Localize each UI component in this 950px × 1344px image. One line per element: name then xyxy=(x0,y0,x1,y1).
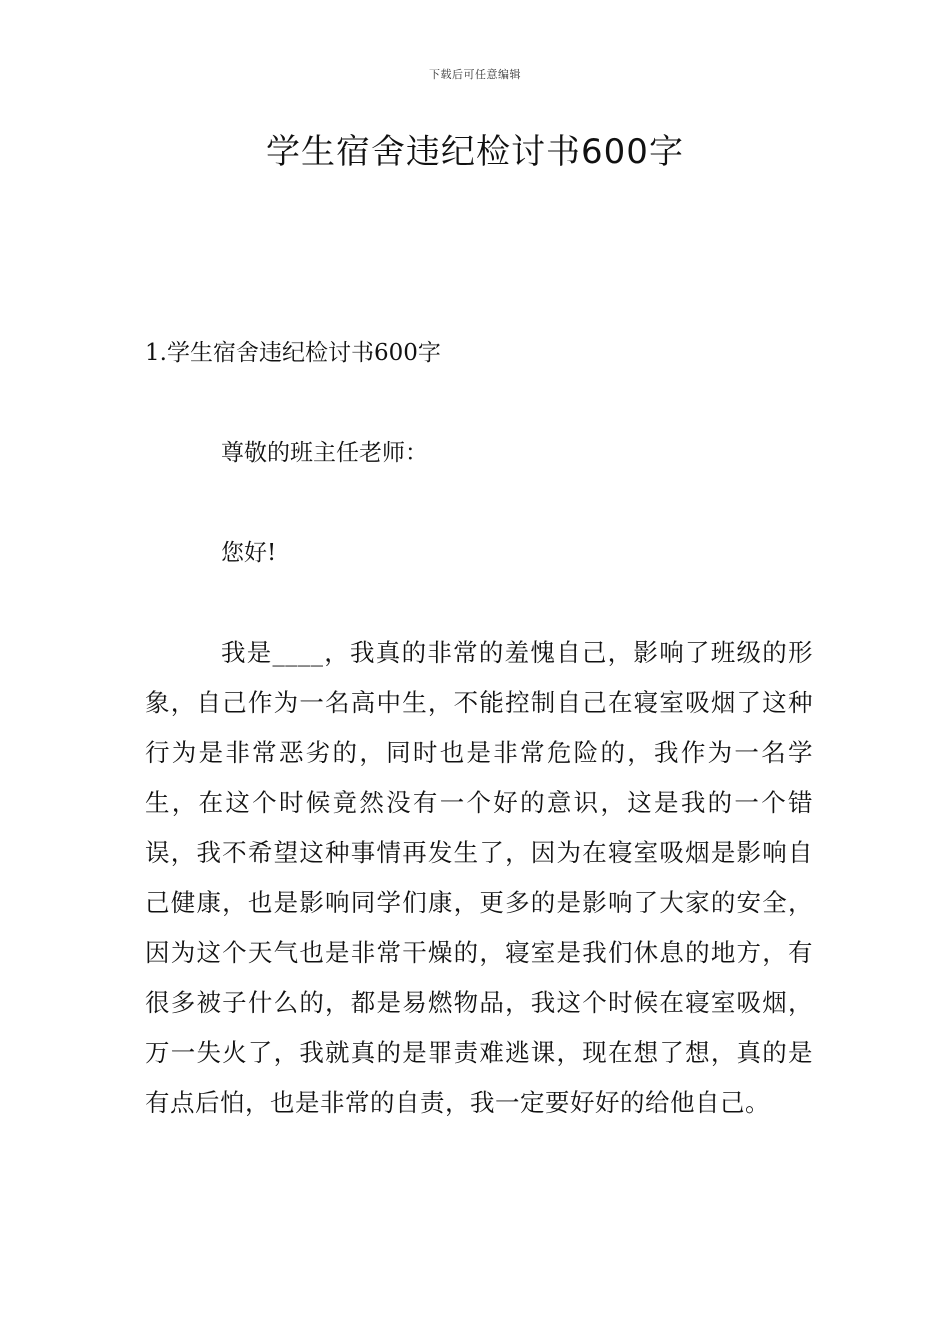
body-paragraph: 我是____，我真的非常的羞愧自己，影响了班级的形象，自己作为一名高中生，不能控制自己在寝室吸烟了这种行为是非常恶劣的，同时也是非常危险的，我作为一名学生，在这个时候竟然没有一个好的意识，这是我的一个错误，我不希望这种事情再发生了，因为在寝室吸烟是影响自己健康，也是影响同学们康，更多的是影响了大家的安全，因为这个天气也是非常干燥的，寝室是我们休息的地方，有很多被子什么的，都是易燃物品，我这个时候在寝室吸烟，万一失火了，我就真的是罪责难逃课，现在想了想，真的是有点后怕，也是非常的自责，我一定要好好的给他自己。 xyxy=(145,638,813,1117)
document-title: 学生宿舍违纪检讨书600字 xyxy=(266,132,684,172)
section-heading: 1.学生宿舍违纪检讨书600字 xyxy=(145,340,441,366)
greeting: 您好! xyxy=(221,540,277,566)
header-note: 下载后可任意编辑 xyxy=(429,68,521,81)
salutation: 尊敬的班主任老师： xyxy=(221,440,428,466)
